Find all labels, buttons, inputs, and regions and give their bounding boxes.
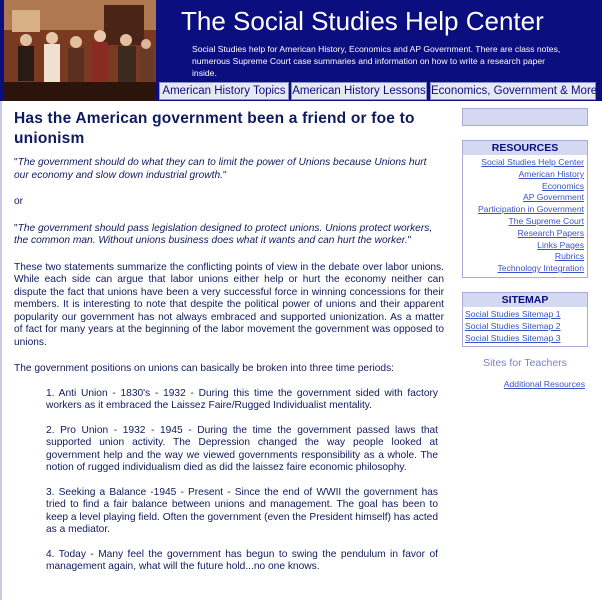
period-pro-union: 2. Pro Union - 1932 - 1945 - During the time the government passed laws that supported union activity. The Depression changed the way people looked at government help and the way we viewed governments responsibility as a whole. The notion of rugged individualism died as did the laissez faire economic philosophy.	[46, 424, 438, 473]
resource-link-supreme-court[interactable]: The Supreme Court	[508, 215, 584, 226]
nav-american-history-topics[interactable]: American History Topics	[159, 82, 289, 100]
sidebar-search-box[interactable]	[462, 108, 588, 126]
period-today: 4. Today - Many feel the government has begun to swing the pendulum in favor of management again, what will the future hold...no one knows.	[46, 548, 438, 572]
additional-resources-link[interactable]: Additional Resources	[503, 379, 585, 390]
site-description: Social Studies help for American History, Economics and AP Government. There are class notes, numerous Supreme Court case summaries and information on how to write a research paper inside.	[192, 44, 561, 78]
period-seeking-balance: 3. Seeking a Balance -1945 - Present - Since the end of WWII the government has tried to find a fair balance between unions and management. The goal has been to keep a level playing field. Often the government (even the President himself) has acted as a mediator.	[46, 486, 438, 535]
resource-link-american-history[interactable]: American History	[518, 168, 584, 179]
quote-protect-unions: "The government should pass legislation designed to protect unions. Unions protect workers, the common man. Without unions business does what it wants and can hurt the worker."	[14, 222, 433, 246]
sitemap-link-2[interactable]: Social Studies Sitemap 2	[465, 320, 561, 331]
site-title: The Social Studies Help Center	[181, 6, 544, 36]
or-text: or	[14, 196, 24, 207]
sitemap-link-1[interactable]: Social Studies Sitemap 1	[465, 308, 561, 319]
resource-link-rubrics[interactable]: Rubrics	[554, 251, 584, 262]
quote-limit-unions: "The government should do what they can to limit the power of Unions because Unions hurt our economy and slow down industrial growth."	[14, 157, 427, 181]
summary-paragraph: These two statements summarize the conflicting points of view in the debate over labor unions. While each side can argue that labor unions either help or hurt the economy neither can dispute the fact that unions have been a very successful force in winning concessions for their members. It is interesting to note that despite the political power of unions and their apparent popularity our government has not always embraced and supported unionization. As a matter of fact for many years at the beginning of the labor movement the government was opposed to unions.	[14, 261, 444, 348]
nav-economics-government[interactable]: Economics, Government & More	[430, 82, 596, 100]
resource-link-participation[interactable]: Participation in Government	[477, 204, 584, 215]
resource-link-help-center[interactable]: Social Studies Help Center	[481, 157, 584, 167]
header	[0, 0, 602, 101]
painting-icon	[4, 0, 156, 101]
resource-link-research-papers[interactable]: Research Papers	[517, 227, 584, 238]
period-anti-union: 1. Anti Union - 1830's - 1932 - During this time the government sided with factory workers as it embraced the Laissez Faire/Rugged Individualist mentality.	[46, 387, 438, 411]
resources-heading: RESOURCES	[463, 141, 587, 155]
sidebar	[462, 108, 588, 389]
sitemap-link-3[interactable]: Social Studies Sitemap 3	[465, 332, 561, 343]
quote-text: The government should pass legislation designed to protect unions. Unions protect workers, the common man. Without unions business does what it wants and can hurt the worker.	[14, 222, 433, 246]
resource-link-technology[interactable]: Technology Integration	[497, 263, 584, 274]
left-border	[0, 101, 2, 600]
resources-box	[462, 140, 588, 278]
article-title: Has the American government been a friend or foe to unionism	[14, 110, 415, 147]
nav-american-history-lessons[interactable]: American History Lessons	[291, 82, 427, 100]
sites-for-teachers-heading: Sites for Teachers	[483, 357, 567, 370]
resource-link-economics[interactable]: Economics	[541, 180, 584, 191]
periods-intro: The government positions on unions can basically be broken into three time periods:	[14, 363, 394, 374]
resource-link-links-pages[interactable]: Links Pages	[537, 239, 584, 250]
article	[14, 109, 444, 574]
sitemap-heading: SITEMAP	[463, 293, 587, 307]
sitemap-box	[462, 292, 588, 347]
quote-text: The government should do what they can to limit the power of Unions because Unions hurt our economy and slow down industrial growth.	[14, 157, 427, 181]
resource-link-ap-government[interactable]: AP Government	[523, 192, 584, 203]
